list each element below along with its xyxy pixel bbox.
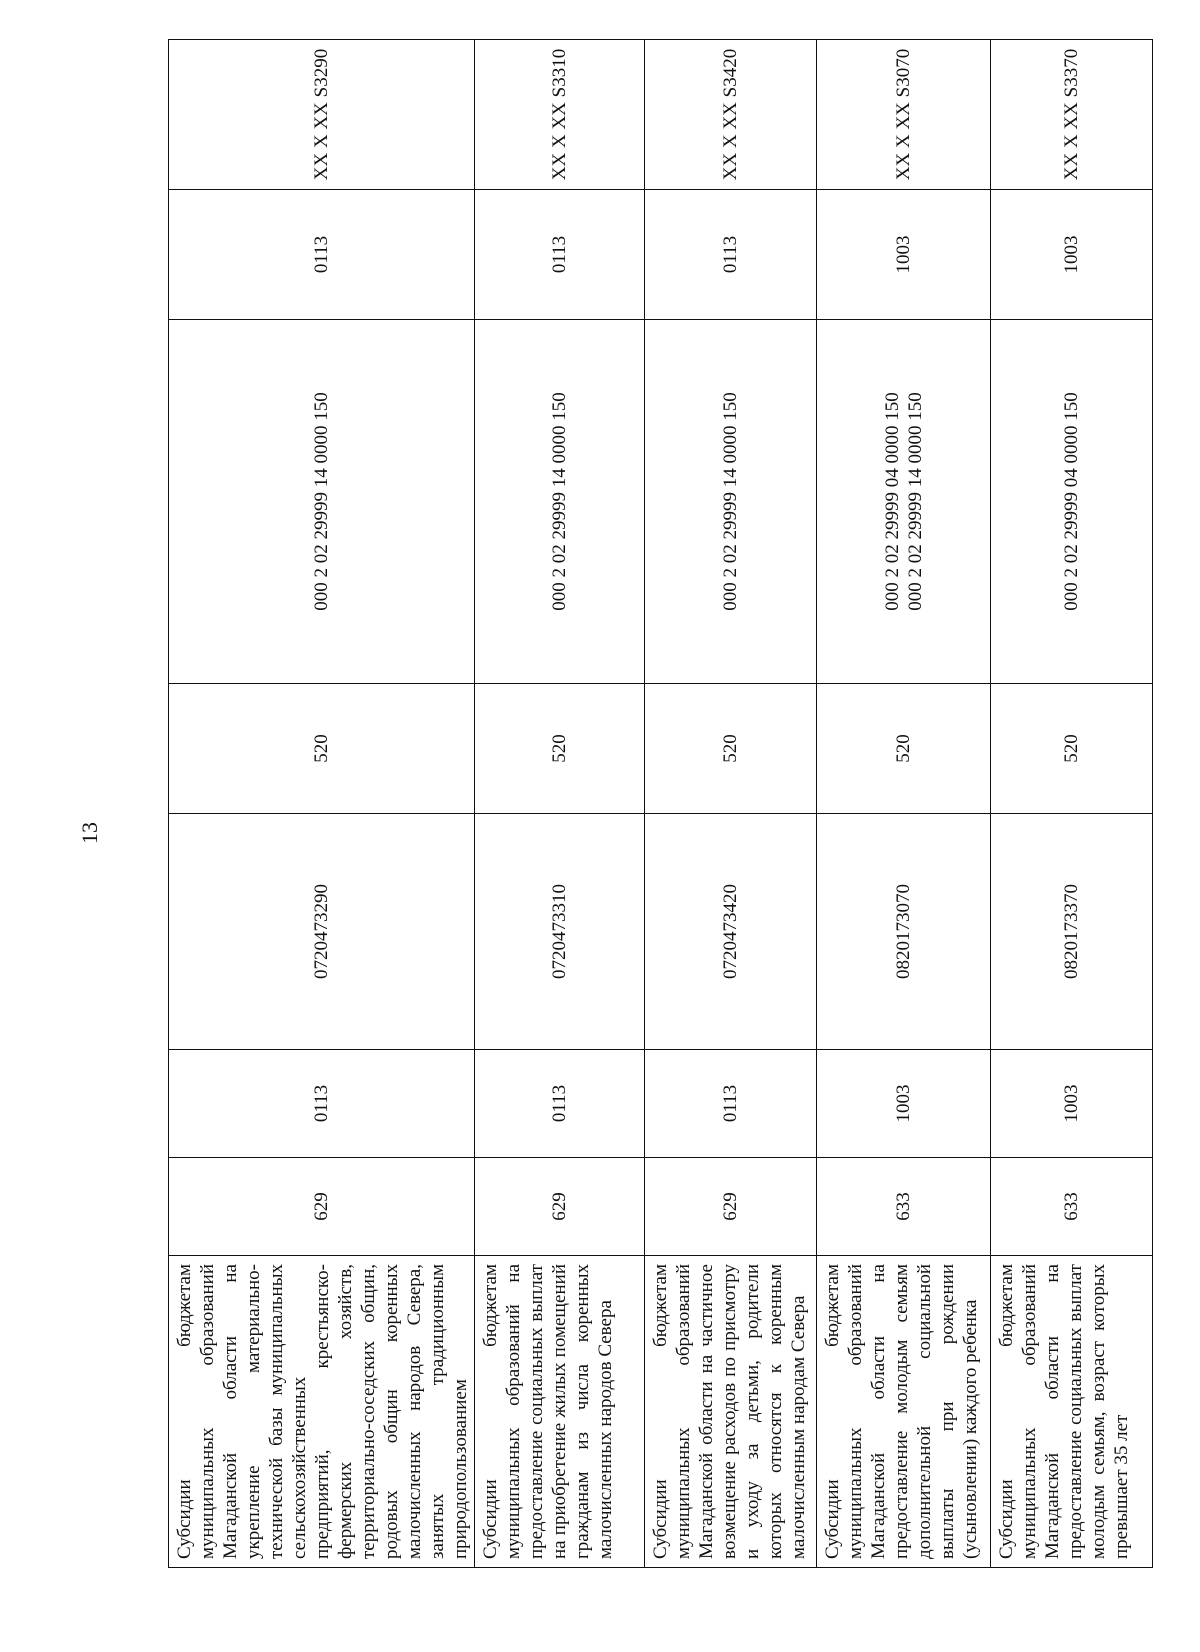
income-code-cell [991,320,1153,684]
section-cell: 0113 [645,1050,817,1158]
section-cell: 1003 [817,1050,991,1158]
income-code: 000 2 02 29999 14 0000 150 [720,392,741,611]
target-article-cell: 0820173070 [817,814,991,1050]
expense-type-cell: 520 [475,684,645,814]
admin-code-cell: 633 [991,1158,1153,1256]
section-cell: 1003 [991,1050,1153,1158]
code-mask-cell: XX X XX S3310 [475,40,645,190]
admin-code-cell: 629 [475,1158,645,1256]
subsidy-description: Субсидии бюджетам муниципальных образований Магаданской области на укрепление материально-технической базы муниципальных сельскохозяйственных предприятий, крестьянско-фермерских хозяйств, территориально-соседских общин, родовых общин коренных малочисленных народов Севера, занятых традиционным природопользованием [169,1256,475,1568]
code-mask-cell: XX X XX S3420 [645,40,817,190]
rotated-table-frame [168,40,1132,1568]
target-article-cell: 0820173370 [991,814,1153,1050]
income-code-cell [475,320,645,684]
subsidy-description: Субсидии бюджетам муниципальных образований на предоставление социальных выплат на приобретение жилых помещений гражданам из числа коренных малочисленных народов Севера [475,1256,645,1568]
admin-code-cell: 629 [645,1158,817,1256]
expense-type-cell: 520 [645,684,817,814]
admin-code-cell: 629 [169,1158,475,1256]
section-cell-2: 0113 [475,190,645,320]
subsidy-description: Субсидии бюджетам муниципальных образований Магаданской области на частичное возмещение расходов по присмотру и уходу за детьми, родители которых относятся к коренным малочисленным народам Севера [645,1256,817,1568]
target-article-cell: 0720473420 [645,814,817,1050]
income-code-cell [169,320,475,684]
section-cell-2: 1003 [817,190,991,320]
table-row [645,40,817,1568]
income-code: 000 2 02 29999 14 0000 150 [549,392,570,611]
expense-type-cell: 520 [991,684,1153,814]
subsidy-description: Субсидии бюджетам муниципальных образований Магаданской области на предоставление молодым семьям дополнительной социальной выплаты при рождении (усыновлении) каждого ребенка [817,1256,991,1568]
income-code: 000 2 02 29999 14 0000 150 [904,392,926,611]
expense-type-cell: 520 [817,684,991,814]
expense-type-cell: 520 [169,684,475,814]
section-cell-2: 0113 [645,190,817,320]
target-article-cell: 0720473290 [169,814,475,1050]
subsidy-description: Субсидии бюджетам муниципальных образований Магаданской области на предоставление социальных выплат молодым семьям, возраст которых превышает 35 лет [991,1256,1153,1568]
code-mask-cell: XX X XX S3290 [169,40,475,190]
section-cell-2: 0113 [169,190,475,320]
income-code-cell [817,320,991,684]
admin-code-cell: 633 [817,1158,991,1256]
income-code: 000 2 02 29999 14 0000 150 [311,392,332,611]
table-row [169,40,475,1568]
section-cell: 0113 [475,1050,645,1158]
code-mask-cell: XX X XX S3370 [991,40,1153,190]
income-code: 000 2 02 29999 04 0000 150 [1061,392,1082,611]
code-mask-cell: XX X XX S3070 [817,40,991,190]
target-article-cell: 0720473310 [475,814,645,1050]
page-number: 13 [77,822,102,844]
income-code: 000 2 02 29999 04 0000 150 [881,392,903,611]
income-code-cell [645,320,817,684]
table-row [475,40,645,1568]
subsidies-table [168,39,1153,1568]
section-cell-2: 1003 [991,190,1153,320]
table-row [991,40,1153,1568]
table-row [817,40,991,1568]
section-cell: 0113 [169,1050,475,1158]
